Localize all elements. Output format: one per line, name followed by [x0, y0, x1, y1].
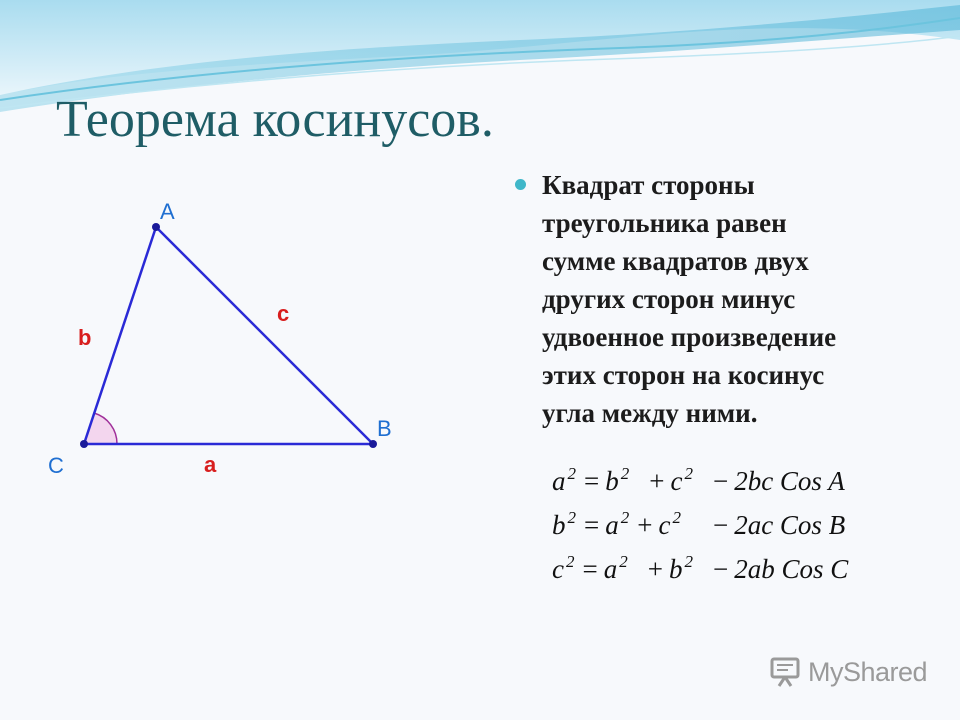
formula-row-b: b $^2$ = a $^2$ + c $^2$ − 2ac Cos B	[552, 508, 846, 540]
vertex-a-label: A	[160, 199, 175, 224]
watermark-text: MyShared	[808, 656, 928, 687]
side-c-line	[156, 227, 373, 444]
statement-line: сумме квадратов двух	[542, 246, 809, 276]
side-a-label: a	[204, 452, 217, 477]
formula-row-c: c $^2$ = a $^2$ + b $^2$ − 2ab Cos C	[552, 552, 849, 584]
vertex-b-point	[369, 440, 377, 448]
statement-line: этих сторон на косинус	[542, 360, 825, 390]
formula-row-a: a $^2$ = b $^2$ + c $^2$ − 2bc Cos A	[552, 464, 845, 496]
statement-line: других сторон минус	[542, 284, 796, 314]
triangle-diagram	[0, 0, 520, 520]
vertex-c-label: C	[48, 453, 64, 478]
slide-title: Теорема косинусов.	[56, 91, 494, 148]
presentation-icon	[768, 655, 802, 689]
side-b-line	[84, 227, 156, 444]
watermark	[768, 652, 927, 692]
side-c-label: c	[277, 301, 290, 326]
formula-block	[552, 452, 932, 584]
vertex-c-point	[80, 440, 88, 448]
vertex-b-label: B	[377, 416, 392, 441]
vertex-a-point	[152, 223, 160, 231]
statement-line: удвоенное произведение	[542, 322, 837, 352]
theorem-statement	[542, 166, 942, 432]
statement-line: треугольника равен	[542, 208, 787, 238]
side-b-label: b	[78, 325, 92, 350]
statement-line: Квадрат стороны	[542, 170, 755, 200]
statement-line: угла между ними.	[542, 398, 758, 428]
